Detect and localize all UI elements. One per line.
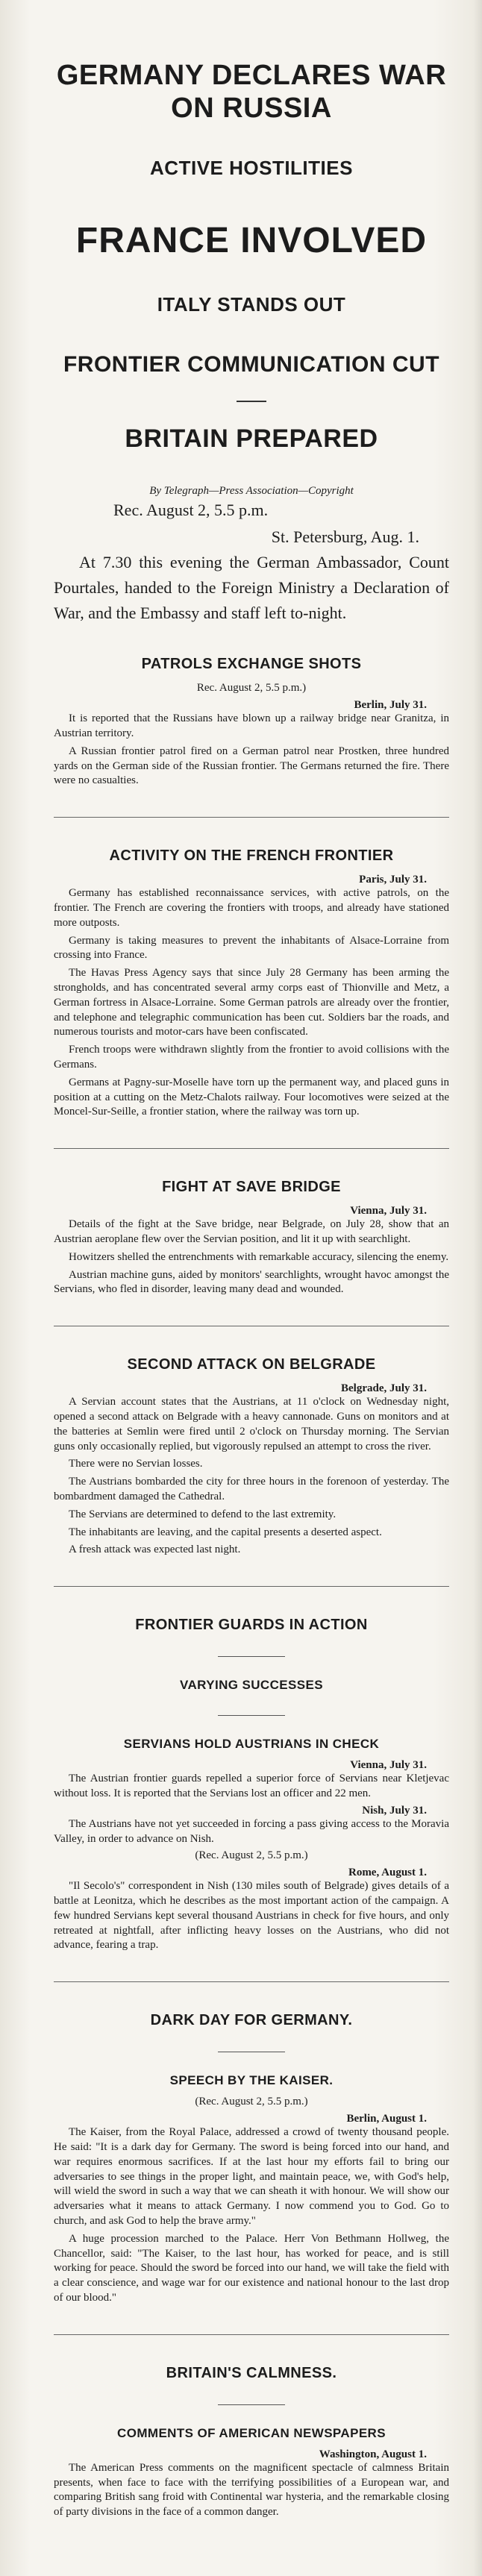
lead-received: Rec. August 2, 5.5 p.m. [113, 500, 269, 519]
paragraph: Germans at Pagny-sur-Moselle have torn up the permanent way, and placed guns in position at a cutting on the Metz-Chalots railway. Four locomotives were seized at the Moncel-Sur-Seille, a frontier station, where the railway was torn up. [54, 1076, 449, 1118]
headline-divider [237, 401, 266, 402]
paragraph: "Il Secolo's" correspondent in Nish (130 miles south of Belgrade) gives details of a battle at Leonitza, which he describes as the most important action of the campaign. A few hundred Servians kept several thousand Austrians in check for five hours, and only retreated at nightfall, after inflicting heavy losses on the Austrians, who did not advance, fearing a trap. [54, 1880, 449, 1952]
paragraph: The Havas Press Agency says that since July 28 Germany has been arming the strongholds, and has concentrated several army corps east of Thionville and Metz, a German fortress in Alsace-Lorraine. Some German patrols are already over the frontier, and telephone and telegraphic communication has been cut. Soldiers bar the roads, and numerous tourists and motor-cars have been confiscated. [54, 967, 449, 1038]
section-received-patrols: Rec. August 2, 5.5 p.m.) [196, 682, 307, 695]
section-title-britains-calmness: BRITAIN'S CALMNESS. [166, 2364, 337, 2381]
section-subhead-servians: SERVIANS HOLD AUSTRIANS IN CHECK [123, 1737, 380, 1752]
paragraph: The Austrians bombarded the city for three hours in the forenoon of yesterday. The bombardment damaged the Cathedral. [54, 1476, 449, 1502]
headline-frontier-communication-cut: FRONTIER COMMUNICATION CUT [63, 352, 440, 377]
dateline-vienna: Vienna, July 31. [350, 1759, 427, 1772]
paragraph: A Servian account states that the Austrians, at 11 o'clock on Wednesday night, opened a second attack on Belgrade with a heavy cannonade. Guns on monitors and at the batteries at Semlin were fired until 2 o'clock on Thursday morning. The Servian guns only occasionally replied, but vigorously repulsed an attempt to cross the river. [54, 1396, 449, 1452]
paragraph: Howitzers shelled the entrenchments with remarkable accuracy, silencing the enemy. [69, 1250, 449, 1263]
paragraph: A Russian frontier patrol fired on a German patrol near Prostken, three hundred yards on the German side of the Russian frontier. The Germans returned the fire. There were no casualties. [54, 745, 449, 787]
paragraph: The Kaiser, from the Royal Palace, addressed a crowd of twenty thousand people. He said: "It is a dark day for Germany. The sword is being forced into our hand, and war requires enormous sacrifices. If at the last hour my efforts fail to bring our adversaries to see things in the proper light, and maintain peace, we, with God's help, will wield the sword in such a way that we can sheath it with honour. We will show our adversaries what it means to attack Germany. I now commend you to God. Go to church, and ask God to help the brave army." [54, 2126, 449, 2228]
section-rule [54, 2334, 449, 2335]
lead-paragraph: At 7.30 this evening the German Ambassador, Count Pourtales, handed to the Foreign Ministry a Declaration of War, and the Embassy and staff left to-night. [54, 552, 449, 623]
paragraph: Details of the fight at the Save bridge, near Belgrade, on July 28, show that an Austrian aeroplane flew over the Servian position, and lit it up with searchlight. [54, 1218, 449, 1245]
section-rule [54, 1586, 449, 1587]
paragraph: It is reported that the Russians have blown up a railway bridge near Granitza, in Austrian territory. [54, 712, 449, 740]
dateline-rome: Rome, August 1. [348, 1867, 427, 1879]
paragraph: The Austrians have not yet succeeded in forcing a pass giving access to the Moravia Valley, in order to advance on Nish. [54, 1817, 449, 1845]
divider [218, 1656, 285, 1657]
paragraph: A huge procession marched to the Palace. Herr Von Bethmann Hollweg, the Chancellor, said: "The Kaiser, to the last hour, has worked for peace, and is still working for peace. Should the sword be forced into our hand, we will take the field with a clear conscience, and wage war for our existence and national honour to the last drop of our blood." [54, 2232, 449, 2304]
paragraph: The American Press comments on the magnificent spectacle of calmness Britain presents, when face to face with the terrifying possibilities of a European war, and comparing British sang froid with Continental war hysteria, and the remarkable closing of party divisions in the face of a common danger. [54, 2461, 449, 2519]
frontier-received: (Rec. August 2, 5.5 p.m.) [195, 1849, 308, 1862]
paragraph: Germany is taking measures to prevent the inhabitants of Alsace-Lorraine from crossing into France. [54, 934, 449, 962]
section-dateline-patrols: Berlin, July 31. [354, 699, 427, 712]
paragraph: The inhabitants are leaving, and the capital presents a deserted aspect. [69, 1526, 382, 1538]
section-subtitle-kaiser-speech: SPEECH BY THE KAISER. [169, 2073, 334, 2088]
section-title-frontier-guards: FRONTIER GUARDS IN ACTION [135, 1617, 368, 1634]
dateline-berlin: Berlin, August 1. [346, 2113, 427, 2125]
headline-italy-stands-out: ITALY STANDS OUT [157, 293, 346, 316]
dateline-nish: Nish, July 31. [362, 1804, 427, 1817]
section-dateline-belgrade: Belgrade, July 31. [341, 1382, 427, 1395]
section-dateline-french-frontier: Paris, July 31. [359, 874, 427, 886]
paragraph: The Austrian frontier guards repelled a superior force of Servians near Kletjevac without loss. It is reported that the Servians lost an officer and 22 men. [54, 1773, 449, 1799]
section-subtitle-american-newspapers: COMMENTS OF AMERICAN NEWSPAPERS [117, 2425, 386, 2440]
section-dateline-save-bridge: Vienna, July 31. [350, 1205, 427, 1218]
headline-france-involved: FRANCE INVOLVED [75, 221, 428, 261]
germany-received: (Rec. August 2, 5.5 p.m.) [195, 2096, 308, 2108]
headline-germany-declares-war: GERMANY DECLARES WAR ON RUSSIA [56, 60, 447, 124]
divider [218, 2404, 285, 2405]
paragraph: The Servians are determined to defend to the last extremity. [69, 1508, 337, 1520]
headline-britain-prepared: BRITAIN PREPARED [125, 424, 378, 453]
dateline-washington: Washington, August 1. [319, 2448, 427, 2460]
section-subtitle-varying-successes: VARYING SUCCESSES [180, 1678, 323, 1693]
section-title-dark-day: DARK DAY FOR GERMANY. [150, 2012, 353, 2029]
section-title-french-frontier: ACTIVITY ON THE FRENCH FRONTIER [109, 847, 394, 865]
press-credit: By Telegraph—Press Association—Copyright [149, 484, 354, 497]
paragraph: French troops were withdrawn slightly from the frontier to avoid collisions with the Germans. [54, 1044, 449, 1071]
section-rule [54, 817, 449, 818]
section-title-save-bridge: FIGHT AT SAVE BRIDGE [162, 1179, 341, 1196]
section-title-belgrade: SECOND ATTACK ON BELGRADE [127, 1356, 376, 1373]
paragraph: Germany has established reconnaissance services, with active patrols, on the frontier. The French are covering the frontiers with troops, and already have stationed more outposts. [54, 887, 449, 929]
lead-dateline: St. Petersburg, Aug. 1. [271, 527, 419, 546]
section-rule [54, 1981, 449, 1982]
paragraph: There were no Servian losses. [69, 1458, 203, 1470]
section-rule [54, 1148, 449, 1149]
section-title-patrols: PATROLS EXCHANGE SHOTS [141, 656, 362, 673]
headline-active-hostilities: ACTIVE HOSTILITIES [150, 157, 353, 180]
paragraph: Austrian machine guns, aided by monitors' searchlights, wrought havoc amongst the Servians, who fled in disorder, leaving many dead and wounded. [54, 1268, 449, 1296]
divider [218, 1715, 285, 1716]
paragraph: A fresh attack was expected last night. [69, 1544, 241, 1556]
page-edge-shadow [473, 0, 482, 2576]
